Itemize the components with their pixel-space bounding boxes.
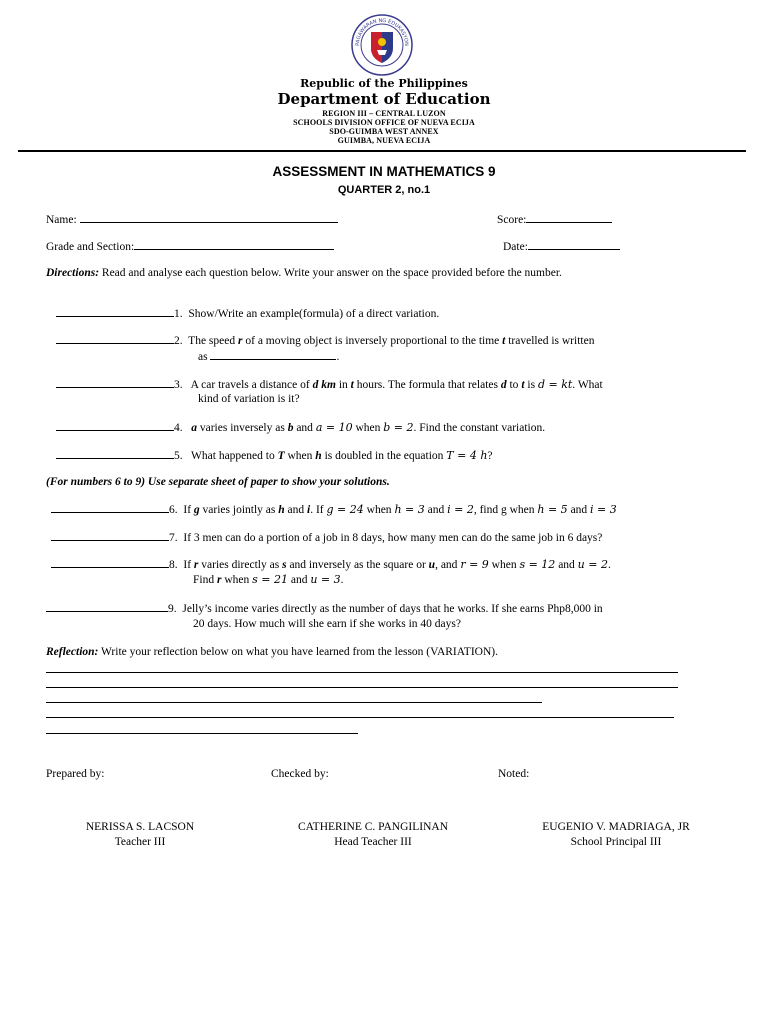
solutions-note: (For numbers 6 to 9) Use separate sheet of paper to show your solutions. [46,476,390,488]
reflection-line-4[interactable] [46,717,674,718]
question-2: 2. The speed r of a moving object is inversely proportional to the time t travelled is written [56,333,594,348]
reflection-line-3[interactable] [46,702,542,703]
answer-blank-3[interactable] [56,377,174,388]
answer-blank-4[interactable] [56,420,174,431]
name-label: Name: [46,214,77,226]
answer-inline-blank-2[interactable] [210,349,336,360]
question-5: 5. What happened to T when h is doubled in the equation T = 4 h? [56,448,493,463]
question-9: 9. Jelly’s income varies directly as the number of days that he works. If she earns Php8,000 in [46,601,603,616]
noted-signatory [530,820,702,850]
question-4: 4. a varies inversely as b and a = 10 when b = 2. Find the constant variation. [56,420,545,435]
answer-blank-7[interactable] [51,530,169,541]
reflection-line-2[interactable] [46,687,678,688]
question-6: 6. If g varies jointly as h and i. If g = 24 when h = 3 and i = 2, find g when h = 5 and i = 3 [51,502,617,517]
checked-signatory [278,820,468,850]
answer-blank-8[interactable] [51,557,169,568]
score-label: Score: [497,214,527,226]
checked-by-label: Checked by: [271,768,329,780]
answer-blank-1[interactable] [56,306,174,317]
score-field[interactable] [497,212,612,227]
annex-label: SDO-GUIMBA WEST ANNEX [329,127,439,136]
assessment-title: ASSESSMENT IN MATHEMATICS 9 [272,164,496,179]
checked-name: CATHERINE C. PANGILINAN [297,821,449,833]
reflection-line-1[interactable] [46,672,678,673]
question-3: 3. A car travels a distance of d km in t hours. The formula that relates d to t is d = kt. What [56,377,603,392]
directions [46,266,562,280]
noted-name: EUGENIO V. MADRIAGA, JR [542,821,690,833]
name-field[interactable] [46,212,338,227]
question-8-line-2: Find r when s = 21 and u = 3. [193,573,344,586]
question-1: 1. Show/Write an example(formula) of a direct variation. [56,306,439,321]
directions-text: Read and analyse each question below. Write your answer on the space provided before the number. [99,267,562,279]
republic-label: Republic of the Philippines [300,77,468,90]
division-label: SCHOOLS DIVISION OFFICE OF NUEVA ECIJA [293,118,475,127]
prepared-by-label: Prepared by: [46,768,105,780]
question-3-line-2: kind of variation is it? [198,393,300,405]
reflection-line-5[interactable] [46,733,358,734]
name-blank[interactable] [80,212,338,223]
grade-section-blank[interactable] [134,239,334,250]
question-2-line-2: as . [198,351,340,363]
answer-blank-6[interactable] [51,502,169,513]
answer-blank-2[interactable] [56,333,174,344]
question-8: 8. If r varies directly as s and inversely as the square or u, and r = 9 when s = 12 and u = 2. [51,557,611,572]
grade-section-label: Grade and Section: [46,241,135,253]
date-field[interactable] [503,239,620,254]
noted-title: School Principal III [570,836,662,848]
prepared-name: NERISSA S. LACSON [85,821,195,833]
question-7-text: If 3 men can do a portion of a job in 8 days, how many men can do the same job in 6 days? [183,532,603,544]
location-label: GUIMBA, NUEVA ECIJA [337,136,431,145]
grade-section-field[interactable] [46,239,334,254]
reflection-prompt [46,645,498,659]
score-blank[interactable] [526,212,612,223]
noted-label: Noted: [498,768,530,780]
question-7: 7. If 3 men can do a portion of a job in 8 days, how many men can do the same job in 6 days? [51,530,602,545]
reflection-text: Write your reflection below on what you have learned from the lesson (VARIATION). [98,646,498,658]
prepared-signatory [60,820,220,850]
question-9-line-2: 20 days. How much will she earn if she works in 40 days? [193,618,461,630]
reflection-label: Reflection: [46,646,99,658]
answer-blank-5[interactable] [56,448,174,459]
svg-text:PAGAWARAN NG EDUKASYON: PAGAWARAN NG EDUKASYON [354,17,410,46]
date-label: Date: [503,241,528,253]
directions-label: Directions: [46,267,100,279]
header-divider [18,150,746,152]
department-name: Department of Education [277,90,491,108]
region-label: REGION III – CENTRAL LUZON [322,109,446,118]
checked-title: Head Teacher III [334,836,412,848]
question-1-text: Show/Write an example(formula) of a direct variation. [188,308,440,320]
answer-blank-9[interactable] [46,601,168,612]
quarter-label: QUARTER 2, no.1 [337,184,431,196]
prepared-title: Teacher III [114,836,166,848]
date-blank[interactable] [528,239,620,250]
deped-seal-logo [351,14,413,76]
